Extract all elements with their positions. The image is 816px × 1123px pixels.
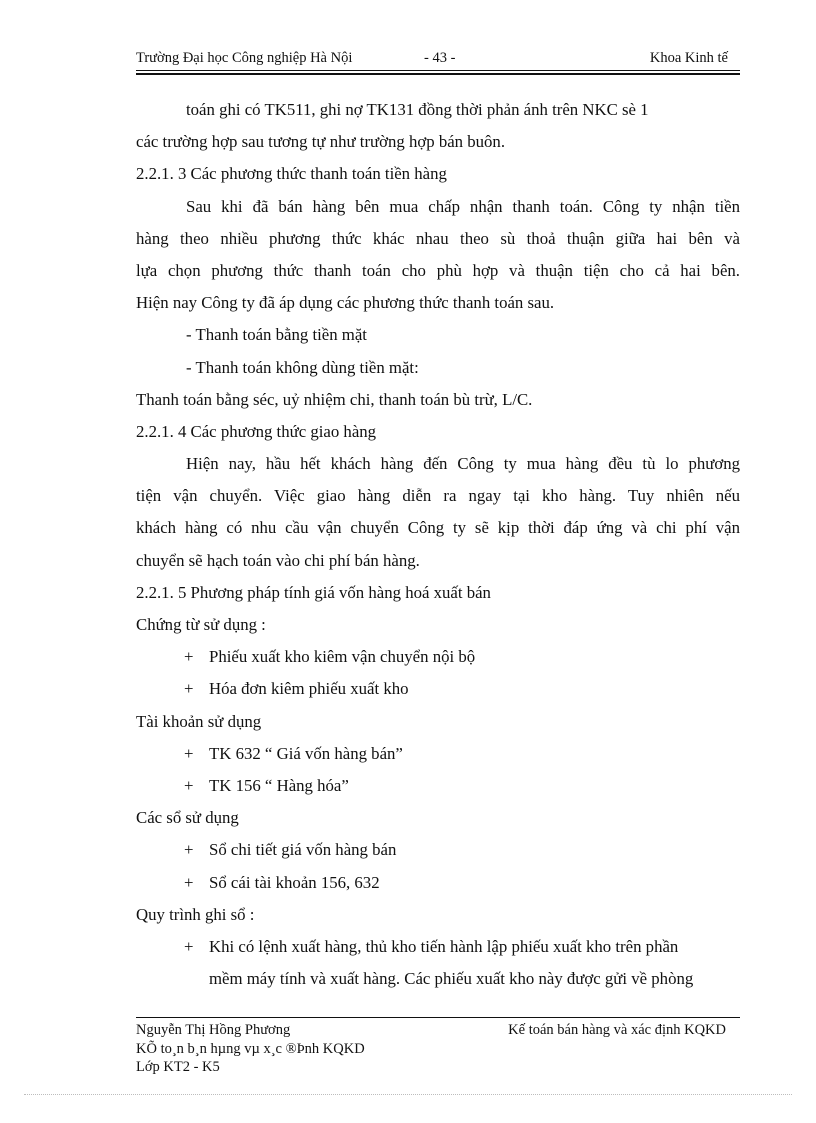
section-heading: 2.2.1. 5 Phương pháp tính giá vốn hàng hoá xuất bán (136, 582, 491, 602)
list-item (136, 867, 740, 899)
plus-bullet: + (184, 775, 194, 795)
list-item-text: TK 632 “ Giá vốn hàng bán” (209, 743, 403, 763)
paragraph-line: khách hàng có nhu cầu vận chuyển Công ty sẽ kịp thời đáp ứng và chi phí vận (136, 518, 740, 538)
page-edge-dotted-line (24, 1094, 792, 1095)
plus-bullet: + (184, 647, 194, 667)
list-item (136, 931, 740, 963)
subheading: Các sổ sử dụng (136, 808, 239, 828)
plus-bullet: + (184, 872, 194, 892)
paragraph-line: chuyển sẽ hạch toán vào chi phí bán hàng. (136, 550, 420, 570)
dash-list-item: - Thanh toán bằng tiền mặt (186, 325, 367, 345)
list-item-text: Hóa đơn kiêm phiếu xuất kho (209, 679, 409, 699)
list-item-text: TK 156 “ Hàng hóa” (209, 775, 349, 795)
list-item (136, 673, 740, 705)
list-item (136, 770, 740, 802)
paragraph-line: Hiện nay, hầu hết khách hàng đến Công ty mua hàng đều tù lo phương (186, 454, 740, 474)
paragraph-line: Hiện nay Công ty đã áp dụng các phương thức thanh toán sau. (136, 293, 555, 313)
paragraph-line: tiện vận chuyển. Việc giao hàng diễn ra ngay tại kho hàng. Tuy nhiên nếu (136, 486, 740, 506)
header-university: Trường Đại học Công nghiệp Hà Nội (136, 50, 353, 66)
list-item (136, 738, 740, 770)
subheading: Tài khoản sử dụng (136, 711, 262, 731)
footer-title-right: Kế toán bán hàng và xác định KQKD (508, 1022, 726, 1038)
list-item-text: Phiếu xuất kho kiêm vận chuyển nội bộ (209, 647, 476, 667)
header-faculty: Khoa Kinh tế (649, 50, 728, 66)
section-heading: 2.2.1. 3 Các phương thức thanh toán tiền hàng (136, 164, 447, 184)
paragraph-line: hàng theo nhiều phương thức khác nhau theo sù thoả thuận giữa hai bên và (136, 228, 740, 248)
footer-rule (136, 1017, 740, 1018)
page-footer (136, 1021, 740, 1077)
page-header (136, 50, 740, 70)
subheading: Chứng từ sử dụng : (136, 615, 266, 634)
list-item (136, 641, 740, 673)
paragraph-line: toán ghi có TK511, ghi nợ TK131 đồng thời phản ánh trên NKC sè 1 (186, 100, 649, 119)
paragraph-line: lựa chọn phương thức thanh toán cho phù hợp và thuận tiện cho cả hai bên. (136, 260, 740, 280)
header-rule-thin (136, 70, 740, 71)
footer-author: Nguyễn Thị Hồng Phương (136, 1022, 291, 1038)
paragraph-line: Thanh toán bằng séc, uỷ nhiệm chi, thanh toán bù trừ, L/C. (136, 389, 533, 409)
list-item-text: Sổ chi tiết giá vốn hàng bán (209, 840, 397, 860)
document-body (136, 94, 740, 995)
list-item-continuation: mềm máy tính và xuất hàng. Các phiếu xuất kho này được gửi về phòng (209, 969, 694, 989)
footer-class: Lớp KT2 - K5 (136, 1059, 220, 1075)
list-item-text: Sổ cái tài khoản 156, 632 (209, 872, 380, 892)
header-rule-thick (136, 73, 740, 75)
header-page-number: - 43 - (424, 50, 456, 66)
paragraph-line: các trường hợp sau tương tự như trường hợp bán buôn. (136, 132, 506, 152)
plus-bullet: + (184, 679, 194, 699)
paragraph-line: Sau khi đã bán hàng bên mua chấp nhận thanh toán. Công ty nhận tiền (186, 196, 740, 216)
section-heading: 2.2.1. 4 Các phương thức giao hàng (136, 421, 377, 441)
list-item-text: Khi có lệnh xuất hàng, thủ kho tiến hành lập phiếu xuất kho trên phần (209, 936, 679, 956)
list-item (136, 834, 740, 866)
footer-title-garbled: KÕ to¸n b¸n hµng vµ x¸c ®Þnh KQKD (136, 1040, 365, 1057)
plus-bullet: + (184, 840, 194, 860)
plus-bullet: + (184, 743, 194, 763)
plus-bullet: + (184, 936, 194, 956)
subheading: Quy trình ghi sổ : (136, 904, 255, 924)
dash-list-item: - Thanh toán không dùng tiền mặt: (186, 357, 419, 377)
